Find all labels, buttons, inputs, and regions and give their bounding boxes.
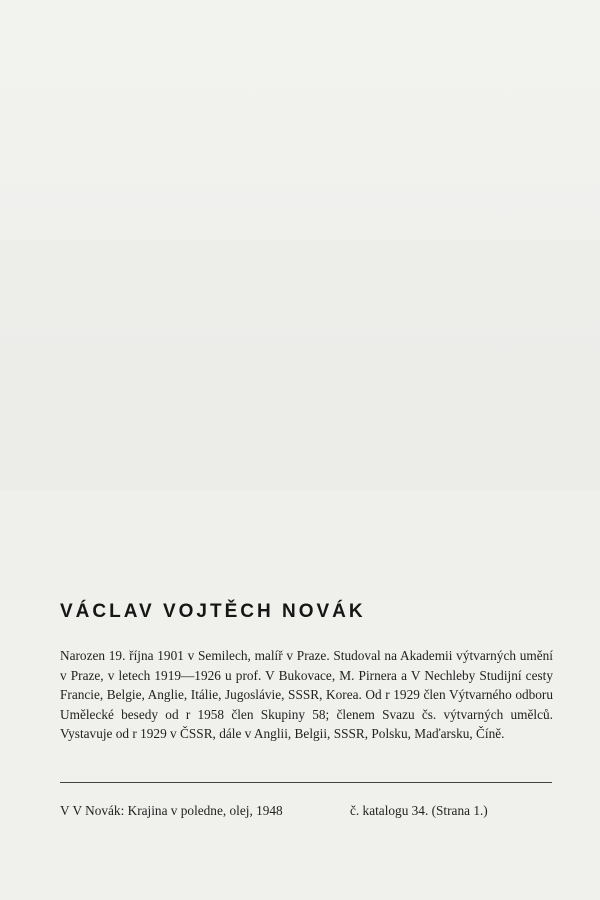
divider-line [60, 782, 552, 783]
faint-print-area [0, 240, 600, 490]
catalog-number: č. katalogu 34. (Strana 1.) [350, 803, 488, 818]
artwork-caption [60, 803, 552, 819]
biography-paragraph: Narozen 19. října 1901 v Semilech, malíř v Praze. Studoval na Akademii výtvarných umění v Praze, v letech 1919—1926 u prof. V Bukovace, M. Pirnera a V Nechleby Studijní cesty Francie, Belgie, Anglie, Itálie, Jugoslávie, SSSR, Korea. Od r 1929 člen Výtvarného odboru Umělecké besedy od r 1958 člen Skupiny 58; členem Svazu čs. výtvarných umělců. Vystavuje od r 1929 v ČSSR, dále v Anglii, Belgii, SSSR, Polsku, Maďarsku, Číně. [60, 648, 553, 741]
author-heading: VÁCLAV VOJTĚCH NOVÁK [60, 601, 366, 622]
artwork-title-caption: V V Novák: Krajina v poledne, olej, 1948 [60, 803, 283, 818]
